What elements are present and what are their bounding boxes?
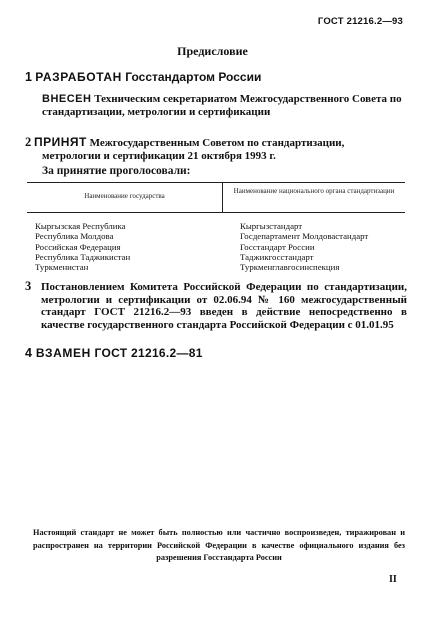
table-cell-body: Таджикгосстандарт [240, 251, 314, 262]
table-cell-body: Туркменглавгосинспекция [240, 262, 340, 273]
section-2-text-cont: метрологии и сертификации 21 октября 1993 г. [42, 149, 276, 162]
table-header-body: Наименование национального органа стандартизации [233, 187, 395, 195]
section-4-label: ВЗАМЕН [35, 346, 91, 360]
page-title: Предисловие [177, 44, 248, 58]
section-4-number: 4 [25, 346, 33, 360]
section-3-text: Постановлением Комитета Российской Федерации по стандартизации, метрологии и сертификации от 02.06.94 № 160 межгосударственный стандарт ГОСТ 21216.2—93 введен в действие непосредственно в качестве государственного стандарта Российской Федерации с 01.01.95 [41, 281, 407, 331]
table-cell-state: Кыргызская Республика [35, 221, 126, 231]
table-cell-state: Республика Таджикистан [35, 251, 131, 262]
section-2-label: ПРИНЯТ [34, 135, 87, 149]
table-top-rule [27, 182, 405, 183]
section-vnesen [42, 93, 407, 118]
vote-heading: За принятие проголосовали: [42, 165, 191, 177]
section-1-label: РАЗРАБОТАН [35, 70, 122, 84]
table-cell-body: Госстандарт России [240, 241, 315, 252]
vnesen-text: Техническим секретариатом Межгосударственного Совета по стандартизации, метрологии и сертификации [42, 93, 402, 118]
vnesen-label: ВНЕСЕН [42, 93, 92, 105]
section-4-text: ГОСТ 21216.2—81 [94, 346, 203, 360]
table-cell-state: Туркменистан [35, 262, 89, 273]
document-header: ГОСТ 21216.2—93 [317, 16, 403, 27]
table-cell-body: Кыргызстандарт [240, 221, 303, 231]
table-cell-state: Российская Федерация [35, 241, 121, 252]
table-header-state: Наименование государства [84, 192, 165, 200]
table-cell-body: Госдепартамент Молдовастандарт [240, 231, 369, 242]
section-3 [25, 280, 407, 331]
section-2 [25, 136, 407, 162]
section-1 [25, 70, 261, 84]
table-cell-state: Республика Молдова [35, 231, 114, 242]
section-1-text: Госстандартом России [125, 70, 262, 84]
page-number: II [389, 574, 397, 585]
section-3-number: 3 [25, 279, 32, 293]
table-header-rule [27, 212, 405, 213]
section-1-number: 1 [25, 70, 32, 84]
section-2-number: 2 [25, 135, 32, 149]
table-column-states [35, 221, 130, 272]
section-2-text: Межгосударственным Советом по стандартизации, [89, 137, 345, 149]
copyright-notice: Настоящий стандарт не может быть полностью или частично воспроизведен, тиражирован и распространен на территории Российской Федерации в качестве официального издания без разрешения Госстандарта России [33, 528, 405, 562]
states-table [27, 182, 405, 273]
section-4 [25, 346, 203, 360]
table-column-bodies [240, 221, 368, 272]
